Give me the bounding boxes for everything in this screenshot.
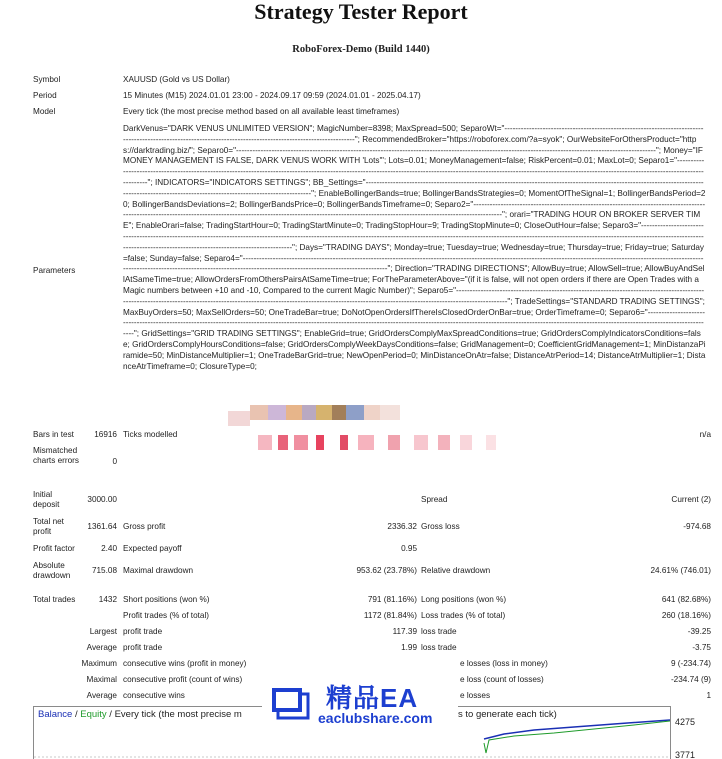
legend-description: / Every tick (the most precise m xyxy=(106,709,242,720)
absolute-drawdown-label: Absolute drawdown xyxy=(33,561,71,580)
average-profit-label: profit trade xyxy=(123,643,163,652)
bars-label: Bars in test xyxy=(33,430,74,439)
mismatched-label: Mismatched charts errors xyxy=(33,446,79,465)
average-loss-label: loss trade xyxy=(421,643,457,652)
ticks-value: n/a xyxy=(699,430,711,439)
gross-loss-value: -974.68 xyxy=(683,522,711,531)
symbol-value: XAUUSD (Gold vs US Dollar) xyxy=(123,75,230,84)
expected-payoff-value: 0.95 xyxy=(401,544,417,553)
largest-label: Largest xyxy=(89,627,117,636)
maximal-drawdown-value: 953.62 (23.78%) xyxy=(356,566,417,575)
total-trades-label: Total trades xyxy=(33,595,76,604)
y-axis-bottom: 3771 xyxy=(675,750,696,759)
report-title: Strategy Tester Report xyxy=(254,0,468,24)
consecutive-loss-count-label: e loss (count of losses) xyxy=(460,675,544,684)
watermark-logo xyxy=(262,676,458,734)
expected-payoff-label: Expected payoff xyxy=(123,544,182,553)
consecutive-losses-money-value: 9 (-234.74) xyxy=(670,659,711,668)
largest-loss-label: loss trade xyxy=(421,627,457,636)
equity-line xyxy=(484,721,670,753)
initial-deposit-label: Initial deposit xyxy=(33,490,60,509)
average-consecutive-label: Average xyxy=(86,691,117,700)
bars-value: 16916 xyxy=(94,430,117,439)
largest-profit-label: profit trade xyxy=(123,627,163,636)
maximal-label: Maximal xyxy=(86,675,117,684)
legend-equity: Equity xyxy=(80,709,107,720)
model-label: Model xyxy=(33,107,56,116)
ticks-label: Ticks modelled xyxy=(123,430,178,439)
spread-value: Current (2) xyxy=(671,495,711,504)
long-positions-label: Long positions (won %) xyxy=(421,595,507,604)
consecutive-profit-count-label: consecutive profit (count of wins) xyxy=(123,675,243,684)
layers-icon xyxy=(268,682,310,722)
y-axis-top: 4275 xyxy=(675,717,696,727)
censored-region xyxy=(228,405,528,457)
parameters-value: DarkVenus="DARK VENUS UNLIMITED VERSION"; MagicNumber=8398; MaxSpread=500; SeparoWt="--------------------------------------------------------------------------------------------------------------------------------------------------------------"; RecommendedBroker="https://roboforex.com/?a=syok"; OurWebsiteForOthersProduct="https://darktrading.biz/"; Separo0="----------------------------------------------------------------------------------------------------------------------------------------------------------"; Money="IF MONEY MANAGEMENT IS FALSE, DARK VENUS WORK WITH 'Lots'"; Lots=0.01; MoneyManagement=false; RiskPercent=0.01; MaxLot=0; Separo1="----------------------------------------------------------------------------------------------------------------------------------------------------------------------------------------------------------------------------------------"; INDICATORS="INDICATORS SETTINGS"; BB_Settings="-------------------------------------------------------------------------------------------------------------------------------------------------------------------------------------------------"; EnableBollingerBands=true; BollingerBandsStrategies=0; MomentOfTheSignal=1; BollingerBandsPeriod=20; BollingerBandsDeviations=2; BollingerBandsPrice=0; BollingerBandsTimeframe=0; Separo2="--------------------------------------------------------------------------------------------------------------------------------------------------------------------------------------------------------------------------------"; orari="TRADING HOUR ON BROKER SERVER TIME"; EnableOrari=false; TradingStartHour=0; TradingStartMinute=0; TradingStopHour=9; TradingStopMinute=0; CloseOutHour=false; Separo3="----------------------------------------------------------------------------------------------------------------------------------------------------------------------------------------------------------------------------------------------------------------------------------------------------------"; Days="TRADING DAYS"; Monday=true; Tuesday=true; Wednesday=true; Thursday=true; Friday=true; Saturday=false; Sunday=false; Separo4="--------------------------------------------------------------------------------------------------------------------------------------------------------------------------------------------------------------------------------------------------------------------------"; Direction="TRADING DIRECTIONS"; AllowBuy=true; AllowSell=true; AllowBuyAndSellAtSameTime=true; AllowOrdersFromOthersPairsAtSameTime=true; ForTheParameterAbove="(if it is false, will not open orders if there are Open Trades with a Magic numbers between +10 and -10, Compared to the current Magic Number)"; Separo5="----------------------------------------------------------------------------------------------------------------------------------------------------------------------------------------------------------------------------------------"; TradeSettings="STANDARD TRADING SETTINGS"; MaxBuyOrders=50; MaxSellOrders=50; OneTradeBar=true; DoNotOpenOrdersIfThereIsClosedOrderOnBar=true; OrderTimeframe=0; Separo6="----------------------------------------------------------------------------------------------------------------------------------------------------------------------------------------------------------------------------------------------"; GridSettings="GRID TRADING SETTINGS"; EnableGrid=true; GridOrdersComplyMaxSpreadConditions=true; GridOrdersComplyIndicatorsConditions=false; GridOrdersComplyHoursConditions=false; GridOrdersComplyWeekDaysConditions=false; GridManagement=0; CoefficientGridManagement=1; MinDistanzaPiramide=50; MinDistanceMultiplier=1; OneTradeBarGrid=true; NewOpenPeriod=0; MinDistanceOnAtr=false; DistanceAtrPeriod=14; DistanceAtrMultiplier=1; DistanceAtrTimeframe=0; ClosureType=0; xyxy=(123,124,706,371)
legend-balance: Balance xyxy=(38,709,73,720)
average-loss-value: -3.75 xyxy=(692,643,711,652)
profit-factor-value: 2.40 xyxy=(101,544,117,553)
profit-trades-label: Profit trades (% of total) xyxy=(123,611,210,620)
symbol-label: Symbol xyxy=(33,75,61,84)
net-profit-label: Total net profit xyxy=(33,517,64,536)
average-consecutive-losses-label: e losses xyxy=(460,691,491,700)
period-label: Period xyxy=(33,91,57,100)
model-value: Every tick (the most precise method based on all available least timeframes) xyxy=(123,107,400,116)
largest-profit-value: 117.39 xyxy=(392,627,417,636)
absolute-drawdown-value: 715.08 xyxy=(91,566,117,575)
profit-trades-value: 1172 (81.84%) xyxy=(363,611,417,620)
watermark-domain: eaclubshare.com xyxy=(318,710,433,726)
total-trades-value: 1432 xyxy=(98,595,117,604)
short-positions-value: 791 (81.16%) xyxy=(367,595,417,604)
consecutive-losses-money-label: e losses (loss in money) xyxy=(460,659,548,668)
average-label: Average xyxy=(86,643,117,652)
relative-drawdown-value: 24.61% (746.01) xyxy=(650,566,711,575)
average-consecutive-wins-label: consecutive wins xyxy=(123,691,185,700)
long-positions-value: 641 (82.68%) xyxy=(661,595,711,604)
period-value: 15 Minutes (M15) 2024.01.01 23:00 - 2024.09.17 09:59 (2024.01.01 - 2025.04.17) xyxy=(123,91,421,100)
consecutive-loss-count-value: -234.74 (9) xyxy=(670,675,711,684)
parameters-label: Parameters xyxy=(33,266,76,275)
average-profit-value: 1.99 xyxy=(401,643,417,652)
gross-profit-value: 2336.32 xyxy=(387,522,417,531)
gross-profit-label: Gross profit xyxy=(123,522,166,531)
loss-trades-value: 260 (18.16%) xyxy=(661,611,711,620)
relative-drawdown-label: Relative drawdown xyxy=(421,566,491,575)
watermark-chinese: 精品EA xyxy=(326,683,419,713)
consecutive-wins-money-label: consecutive wins (profit in money) xyxy=(123,659,247,668)
maximum-label: Maximum xyxy=(81,659,117,668)
loss-trades-label: Loss trades (% of total) xyxy=(421,611,506,620)
legend-separator: / xyxy=(72,709,81,720)
maximal-drawdown-label: Maximal drawdown xyxy=(123,566,194,575)
average-consecutive-losses-value: 1 xyxy=(706,691,711,700)
spread-label: Spread xyxy=(421,495,448,504)
largest-loss-value: -39.25 xyxy=(687,627,711,636)
short-positions-label: Short positions (won %) xyxy=(123,595,210,604)
mismatched-value: 0 xyxy=(112,457,117,466)
net-profit-value: 1361.64 xyxy=(87,522,117,531)
chart-legend-tail: s to generate each tick) xyxy=(458,709,557,720)
gross-loss-label: Gross loss xyxy=(421,522,460,531)
initial-deposit-value: 3000.00 xyxy=(87,495,117,504)
profit-factor-label: Profit factor xyxy=(33,544,75,553)
report-subtitle: RoboForex-Demo (Build 1440) xyxy=(292,44,430,55)
